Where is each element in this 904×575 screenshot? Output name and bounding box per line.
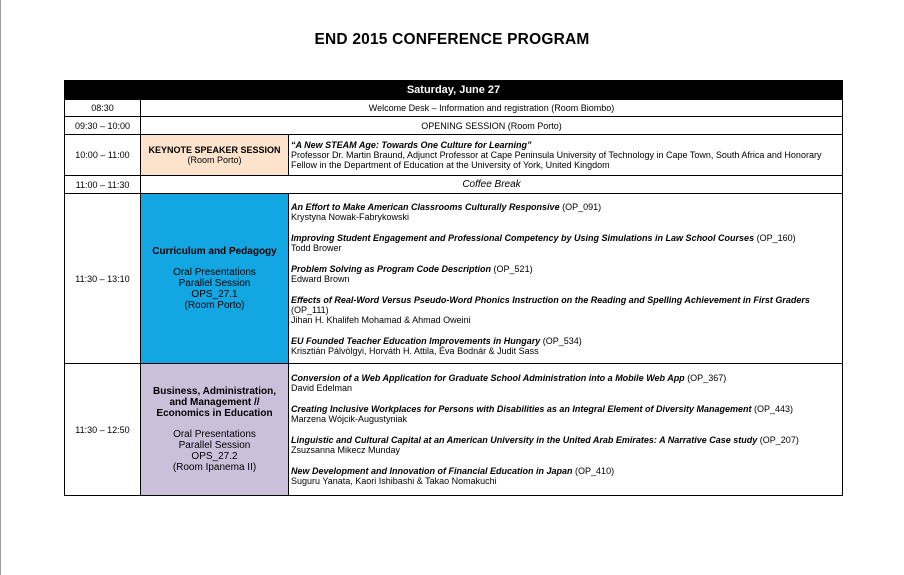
keynote-session-title: KEYNOTE SPEAKER SESSION bbox=[148, 145, 281, 155]
curriculum-talks-cell bbox=[289, 194, 843, 364]
keynote-talk-title: “A New STEAM Age: Towards One Culture for Learning” bbox=[291, 140, 532, 150]
session-format: Parallel Session bbox=[178, 440, 251, 451]
talk-authors: Krisztián Pálvölgyi, Horváth H. Attila, Éva Bodnár & Judit Sass bbox=[291, 345, 539, 356]
opening-session-cell: OPENING SESSION (Room Porto) bbox=[141, 117, 843, 135]
talk-title: Conversion of a Web Application for Graduate School Administration into a Mobile Web App bbox=[291, 373, 685, 383]
talk-authors: Edward Brown bbox=[291, 273, 350, 284]
talk-code: (OP_160) bbox=[754, 232, 796, 243]
talk-authors: Marzena Wójcik-Augustyniak bbox=[291, 414, 408, 424]
day-header: Saturday, June 27 bbox=[65, 81, 843, 100]
talk-title: Creating Inclusive Workplaces for Persons with Disabilities as an Integral Element of Diversity Management bbox=[291, 404, 752, 414]
time-cell: 11:30 – 12:50 bbox=[65, 364, 141, 496]
talk-code: (OP_443) bbox=[751, 404, 794, 414]
table-row-welcome bbox=[65, 100, 843, 117]
session-title: Business, Administration, and Management // Economics in Education bbox=[153, 386, 276, 419]
talk-item bbox=[291, 466, 840, 486]
welcome-desk-cell: Welcome Desk – Information and registration (Room Biombo) bbox=[141, 100, 843, 117]
talk-title: An Effort to Make American Classrooms Culturally Responsive bbox=[291, 201, 560, 212]
session-code: OPS_27.2 bbox=[191, 451, 238, 462]
session-room: (Room Porto) bbox=[184, 300, 245, 311]
talk-authors: Zsuzsanna Mikecz Munday bbox=[291, 445, 401, 455]
talk-title: Effects of Real-Word Versus Pseudo-Word Phonics Instruction on the Reading and Spelling Achievement in First Graders bbox=[291, 294, 810, 305]
table-row-coffee bbox=[65, 176, 843, 194]
coffee-break-cell: Coffee Break bbox=[141, 176, 843, 194]
talk-item bbox=[291, 373, 840, 393]
keynote-room: (Room Porto) bbox=[187, 155, 242, 165]
talk-authors: Krystyna Nowak-Fabrykowski bbox=[291, 211, 410, 222]
talk-code: (OP_207) bbox=[757, 435, 799, 445]
session-format: Parallel Session bbox=[178, 278, 251, 289]
talk-item bbox=[291, 336, 840, 356]
talk-title: Improving Student Engagement and Professional Competency by Using Simulations in Law School Courses bbox=[291, 232, 755, 243]
talk-code: (OP_534) bbox=[540, 335, 582, 346]
keynote-session-cell bbox=[141, 135, 289, 176]
talk-item bbox=[291, 202, 840, 222]
keynote-speaker: Professor Dr. Martin Braund, Adjunct Professor at Cape Peninsula University of Technology in Cape Town, South Africa and Honorary Fellow in the Department of Education at the University of York, United Kingdom bbox=[291, 150, 822, 170]
talk-authors: Todd Brower bbox=[291, 242, 342, 253]
talk-item bbox=[291, 435, 840, 455]
talk-title: Problem Solving as Program Code Description bbox=[291, 263, 492, 274]
talk-authors: Jihan H. Khalifeh Mohamad & Ahmad Oweini bbox=[291, 314, 471, 325]
table-row-opening bbox=[65, 117, 843, 135]
time-cell: 11:30 – 13:10 bbox=[65, 194, 141, 364]
talk-code: (OP_367) bbox=[684, 373, 727, 383]
time-cell: 10:00 – 11:00 bbox=[65, 135, 141, 176]
talk-code: (OP_521) bbox=[491, 263, 533, 274]
talk-code: (OP_410) bbox=[572, 466, 615, 476]
talk-item bbox=[291, 295, 840, 325]
session-room: (Room Ipanema II) bbox=[172, 462, 257, 473]
time-cell: 09:30 – 10:00 bbox=[65, 117, 141, 135]
session-title: Curriculum and Pedagogy bbox=[152, 246, 277, 257]
time-cell: 08:30 bbox=[65, 100, 141, 117]
talk-code: (OP_111) bbox=[291, 304, 329, 315]
session-type: Oral Presentations bbox=[173, 429, 256, 440]
session-code: OPS_27.1 bbox=[191, 289, 238, 300]
keynote-talk-cell bbox=[289, 135, 843, 176]
table-row-keynote bbox=[65, 135, 843, 176]
talk-title: Linguistic and Cultural Capital at an American University in the United Arab Emirates: A Narrative Case study bbox=[291, 435, 758, 445]
page-left-edge bbox=[0, 0, 1, 575]
table-row-curriculum bbox=[65, 194, 843, 364]
table-row-business bbox=[65, 364, 843, 496]
talk-authors: David Edelman bbox=[291, 383, 353, 393]
talk-title: EU Founded Teacher Education Improvements in Hungary bbox=[291, 335, 541, 346]
session-type: Oral Presentations bbox=[173, 267, 256, 278]
document-title: END 2015 CONFERENCE PROGRAM bbox=[314, 31, 590, 48]
program-table bbox=[64, 80, 843, 496]
talk-title: New Development and Innovation of Financial Education in Japan bbox=[291, 466, 573, 476]
talk-code: (OP_091) bbox=[559, 201, 602, 212]
talk-item bbox=[291, 404, 840, 424]
talk-item bbox=[291, 233, 840, 253]
curriculum-session-cell bbox=[141, 194, 289, 364]
business-session-cell bbox=[141, 364, 289, 496]
business-talks-cell bbox=[289, 364, 843, 496]
talk-authors: Suguru Yanata, Kaori Ishibashi & Takao Nomakuchi bbox=[291, 476, 497, 486]
time-cell: 11:00 – 11:30 bbox=[65, 176, 141, 194]
day-header-row bbox=[65, 81, 843, 100]
talk-item bbox=[291, 264, 840, 284]
